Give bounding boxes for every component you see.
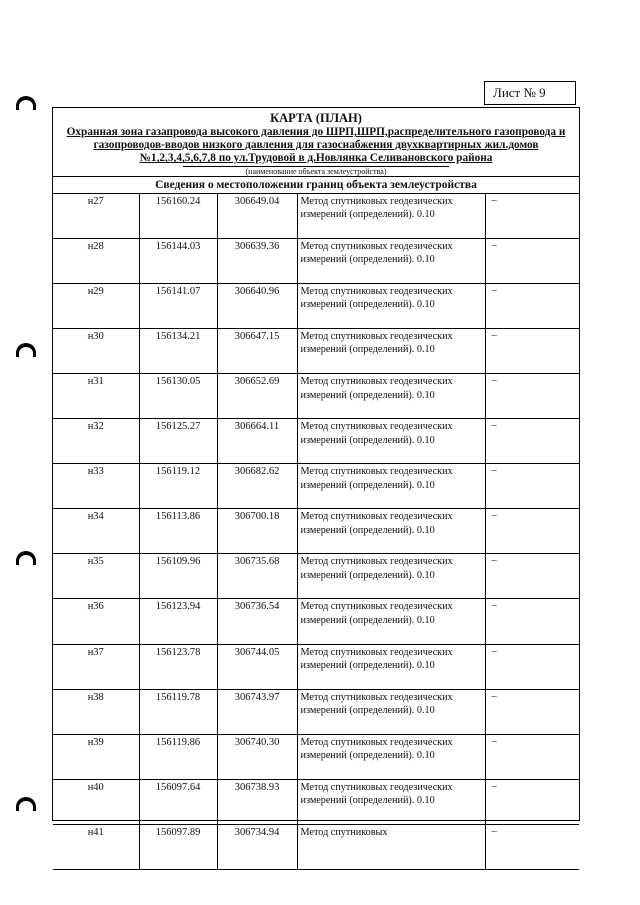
binder-hole-mark bbox=[16, 96, 36, 110]
table-row bbox=[53, 554, 579, 599]
extra-info: – bbox=[485, 689, 579, 734]
point-number: н34 bbox=[53, 509, 139, 554]
coordinate-y: 306743.97 bbox=[217, 689, 297, 734]
coordinate-y: 306682.62 bbox=[217, 464, 297, 509]
coordinate-y: 306740.30 bbox=[217, 734, 297, 779]
coordinate-x: 156119.78 bbox=[139, 689, 217, 734]
table-row bbox=[53, 373, 579, 418]
point-number: н32 bbox=[53, 419, 139, 464]
extra-info: – bbox=[485, 554, 579, 599]
coordinate-x: 156141.07 bbox=[139, 283, 217, 328]
measurement-method: Метод спутниковых геодезических измерений (определений). 0.10 bbox=[297, 599, 485, 644]
point-number: н39 bbox=[53, 734, 139, 779]
table-row bbox=[53, 779, 579, 824]
coordinate-x: 156097.64 bbox=[139, 779, 217, 824]
point-number: н27 bbox=[53, 194, 139, 239]
measurement-method: Метод спутниковых геодезических измерений (определений). 0.10 bbox=[297, 779, 485, 824]
coordinate-x: 156097.89 bbox=[139, 824, 217, 869]
table-row bbox=[53, 419, 579, 464]
measurement-method: Метод спутниковых геодезических измерений (определений). 0.10 bbox=[297, 328, 485, 373]
extra-info: – bbox=[485, 419, 579, 464]
point-number: н37 bbox=[53, 644, 139, 689]
coordinate-x: 156134.21 bbox=[139, 328, 217, 373]
measurement-method: Метод спутниковых геодезических измерений (определений). 0.10 bbox=[297, 644, 485, 689]
measurement-method: Метод спутниковых геодезических измерений (определений). 0.10 bbox=[297, 194, 485, 239]
binder-hole-mark bbox=[16, 551, 36, 565]
table-row bbox=[53, 509, 579, 554]
coordinate-y: 306738.93 bbox=[217, 779, 297, 824]
point-number: н38 bbox=[53, 689, 139, 734]
point-number: н30 bbox=[53, 328, 139, 373]
point-number: н33 bbox=[53, 464, 139, 509]
extra-info: – bbox=[485, 509, 579, 554]
coordinate-x: 156119.86 bbox=[139, 734, 217, 779]
coordinate-y: 306639.36 bbox=[217, 238, 297, 283]
point-number: н41 bbox=[53, 824, 139, 869]
table-row bbox=[53, 734, 579, 779]
measurement-method: Метод спутниковых геодезических измерений (определений). 0.10 bbox=[297, 373, 485, 418]
measurement-method: Метод спутниковых геодезических измерений (определений). 0.10 bbox=[297, 689, 485, 734]
point-number: н35 bbox=[53, 554, 139, 599]
measurement-method: Метод спутниковых bbox=[297, 824, 485, 869]
coordinate-y: 306736.54 bbox=[217, 599, 297, 644]
coordinate-x: 156160.24 bbox=[139, 194, 217, 239]
extra-info: – bbox=[485, 238, 579, 283]
extra-info: – bbox=[485, 464, 579, 509]
coordinate-y: 306649.04 bbox=[217, 194, 297, 239]
table-row bbox=[53, 689, 579, 734]
extra-info: – bbox=[485, 373, 579, 418]
coordinate-x: 156130.05 bbox=[139, 373, 217, 418]
measurement-method: Метод спутниковых геодезических измерений (определений). 0.10 bbox=[297, 238, 485, 283]
coordinate-x: 156109.96 bbox=[139, 554, 217, 599]
coordinate-x: 156113.86 bbox=[139, 509, 217, 554]
document-title: КАРТА (ПЛАН) bbox=[270, 111, 362, 125]
measurement-method: Метод спутниковых геодезических измерений (определений). 0.10 bbox=[297, 734, 485, 779]
extra-info: – bbox=[485, 599, 579, 644]
extra-info: – bbox=[485, 283, 579, 328]
point-number: н36 bbox=[53, 599, 139, 644]
table-row bbox=[53, 599, 579, 644]
measurement-method: Метод спутниковых геодезических измерений (определений). 0.10 bbox=[297, 464, 485, 509]
measurement-method: Метод спутниковых геодезических измерений (определений). 0.10 bbox=[297, 554, 485, 599]
coordinate-x: 156123.94 bbox=[139, 599, 217, 644]
document-subject: Охранная зона газапровода высокого давления до ШРП,ШРП,распределительного газопровода и газопроводов-вводов низкого давления для газоснабжения двухквартирных жил.домов №1,2,3,4,5,6,7,8 по ул.Трудовой в д.Новлянка Селивановского района bbox=[66, 126, 566, 165]
extra-info: – bbox=[485, 194, 579, 239]
table-row bbox=[53, 194, 579, 239]
coordinate-y: 306664.11 bbox=[217, 419, 297, 464]
document-frame bbox=[52, 107, 580, 838]
extra-info: – bbox=[485, 779, 579, 824]
coordinate-x: 156119.12 bbox=[139, 464, 217, 509]
coordinate-y: 306700.18 bbox=[217, 509, 297, 554]
table-row bbox=[53, 328, 579, 373]
binder-hole-mark bbox=[16, 343, 36, 357]
coordinates-table-body bbox=[53, 194, 579, 870]
coordinate-y: 306734.94 bbox=[217, 824, 297, 869]
coordinate-y: 306647.15 bbox=[217, 328, 297, 373]
point-number: н40 bbox=[53, 779, 139, 824]
table-row bbox=[53, 238, 579, 283]
coordinate-x: 156125.27 bbox=[139, 419, 217, 464]
table-row bbox=[53, 283, 579, 328]
sheet-number: Лист № 9 bbox=[493, 85, 546, 100]
coordinate-x: 156144.03 bbox=[139, 238, 217, 283]
sheet-number-box bbox=[484, 81, 576, 105]
extra-info: – bbox=[485, 644, 579, 689]
extra-info: – bbox=[485, 734, 579, 779]
point-number: н31 bbox=[53, 373, 139, 418]
measurement-method: Метод спутниковых геодезических измерений (определений). 0.10 bbox=[297, 509, 485, 554]
point-number: н28 bbox=[53, 238, 139, 283]
document-header bbox=[53, 108, 579, 177]
measurement-method: Метод спутниковых геодезических измерений (определений). 0.10 bbox=[297, 283, 485, 328]
table-row bbox=[53, 464, 579, 509]
coordinate-y: 306735.68 bbox=[217, 554, 297, 599]
table-row bbox=[53, 644, 579, 689]
point-number: н29 bbox=[53, 283, 139, 328]
document-caption: (наименование объекта землеустройства) bbox=[183, 166, 449, 176]
coordinate-x: 156123.78 bbox=[139, 644, 217, 689]
coordinates-table bbox=[53, 194, 579, 870]
extra-info: – bbox=[485, 824, 579, 869]
coordinate-y: 306744.05 bbox=[217, 644, 297, 689]
section-title: Сведения о местоположении границ объекта землеустройства bbox=[53, 177, 579, 194]
coordinate-y: 306652.69 bbox=[217, 373, 297, 418]
table-row bbox=[53, 824, 579, 869]
coordinate-y: 306640.96 bbox=[217, 283, 297, 328]
binder-hole-mark bbox=[16, 797, 36, 811]
measurement-method: Метод спутниковых геодезических измерений (определений). 0.10 bbox=[297, 419, 485, 464]
extra-info: – bbox=[485, 328, 579, 373]
